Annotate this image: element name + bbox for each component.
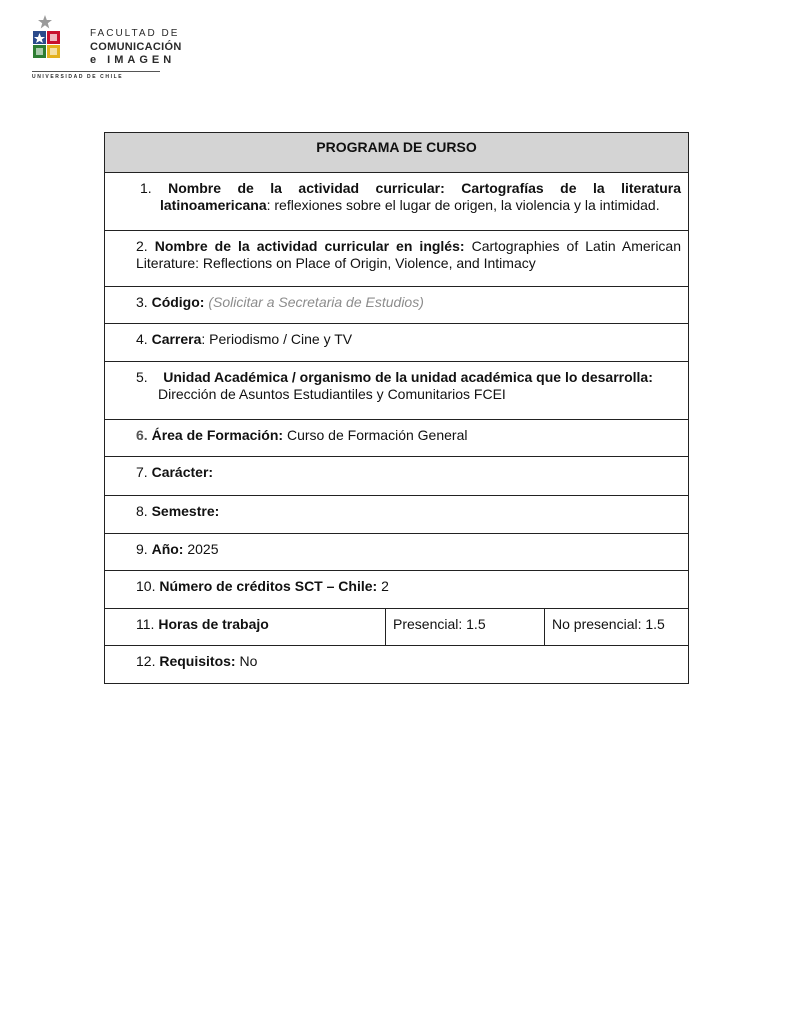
- row-number: 5.: [136, 369, 148, 385]
- table-row-creditos: [105, 571, 689, 609]
- field-label: Nombre de la actividad curricular en inglés:: [154, 238, 465, 254]
- field-label: Carrera: [151, 331, 202, 347]
- row-number: 4.: [136, 331, 148, 347]
- field-label: Código:: [151, 294, 205, 310]
- program-title: PROGRAMA DE CURSO: [105, 133, 689, 173]
- hours-no-presencial: No presencial: 1.5: [552, 616, 665, 632]
- field-label: Año:: [151, 541, 184, 557]
- table-row-codigo: [105, 287, 689, 324]
- row-number: 9.: [136, 541, 148, 557]
- table-row-area-formacion: [105, 420, 689, 457]
- table-row-carrera: [105, 324, 689, 362]
- row-number: 3.: [136, 294, 148, 310]
- field-value: Curso de Formación General: [283, 427, 468, 443]
- logo-divider: [32, 71, 160, 72]
- field-label: Número de créditos SCT – Chile:: [159, 578, 378, 594]
- field-value: No: [235, 653, 258, 669]
- field-value: Dirección de Asuntos Estudiantiles y Comunitarios FCEI: [158, 386, 506, 402]
- field-placeholder: (Solicitar a Secretaria de Estudios): [208, 294, 424, 310]
- table-row-nombre: [105, 173, 689, 231]
- row-number: 12.: [136, 653, 156, 669]
- field-label: Carácter:: [151, 464, 214, 480]
- field-value: Cartographies of Latin American Literature: Reflections on Place of Origin, Violence, and Intimacy: [136, 238, 681, 271]
- field-value: : Periodismo / Cine y TV: [201, 331, 353, 347]
- field-label: Semestre:: [151, 503, 220, 519]
- field-label: Horas de trabajo: [158, 616, 269, 632]
- field-label: Nombre de la actividad curricular: Cartografías de la literatura latinoamericana: [160, 180, 681, 213]
- row-number: 10.: [136, 578, 156, 594]
- field-label: Unidad Académica / organismo de la unidad académica que lo desarrolla:: [163, 369, 653, 385]
- table-header-row: [105, 133, 689, 173]
- table-row-caracter: [105, 457, 689, 496]
- logo-line-comunicacion: COMUNICACIÓN: [90, 41, 182, 53]
- hours-presencial: Presencial: 1.5: [393, 616, 486, 632]
- logo-line-universidad: UNIVERSIDAD DE CHILE: [32, 74, 124, 80]
- row-number: 11.: [136, 616, 155, 632]
- table-row-nombre-ingles: [105, 231, 689, 287]
- field-value: : reflexiones sobre el lugar de origen, la violencia y la intimidad.: [266, 197, 660, 213]
- row-number: 6.: [136, 427, 148, 443]
- field-label: Requisitos:: [159, 653, 236, 669]
- field-label: Área de Formación:: [151, 427, 284, 443]
- row-number: 2.: [136, 238, 148, 254]
- university-shield-icon: [32, 14, 62, 70]
- table-row-unidad-academica: [105, 362, 689, 420]
- course-program-table: [104, 132, 689, 684]
- table-row-horas: [105, 609, 689, 646]
- field-value: 2025: [183, 541, 219, 557]
- logo-line-facultad: FACULTAD DE: [90, 28, 180, 39]
- row-number: 8.: [136, 503, 148, 519]
- field-value: 2: [377, 578, 389, 594]
- logo-line-imagen: e IMAGEN: [90, 54, 176, 66]
- faculty-logo: [30, 12, 182, 80]
- row-number: 7.: [136, 464, 148, 480]
- table-row-requisitos: [105, 646, 689, 684]
- table-row-semestre: [105, 496, 689, 534]
- row-number: 1.: [140, 180, 152, 196]
- table-row-ano: [105, 534, 689, 571]
